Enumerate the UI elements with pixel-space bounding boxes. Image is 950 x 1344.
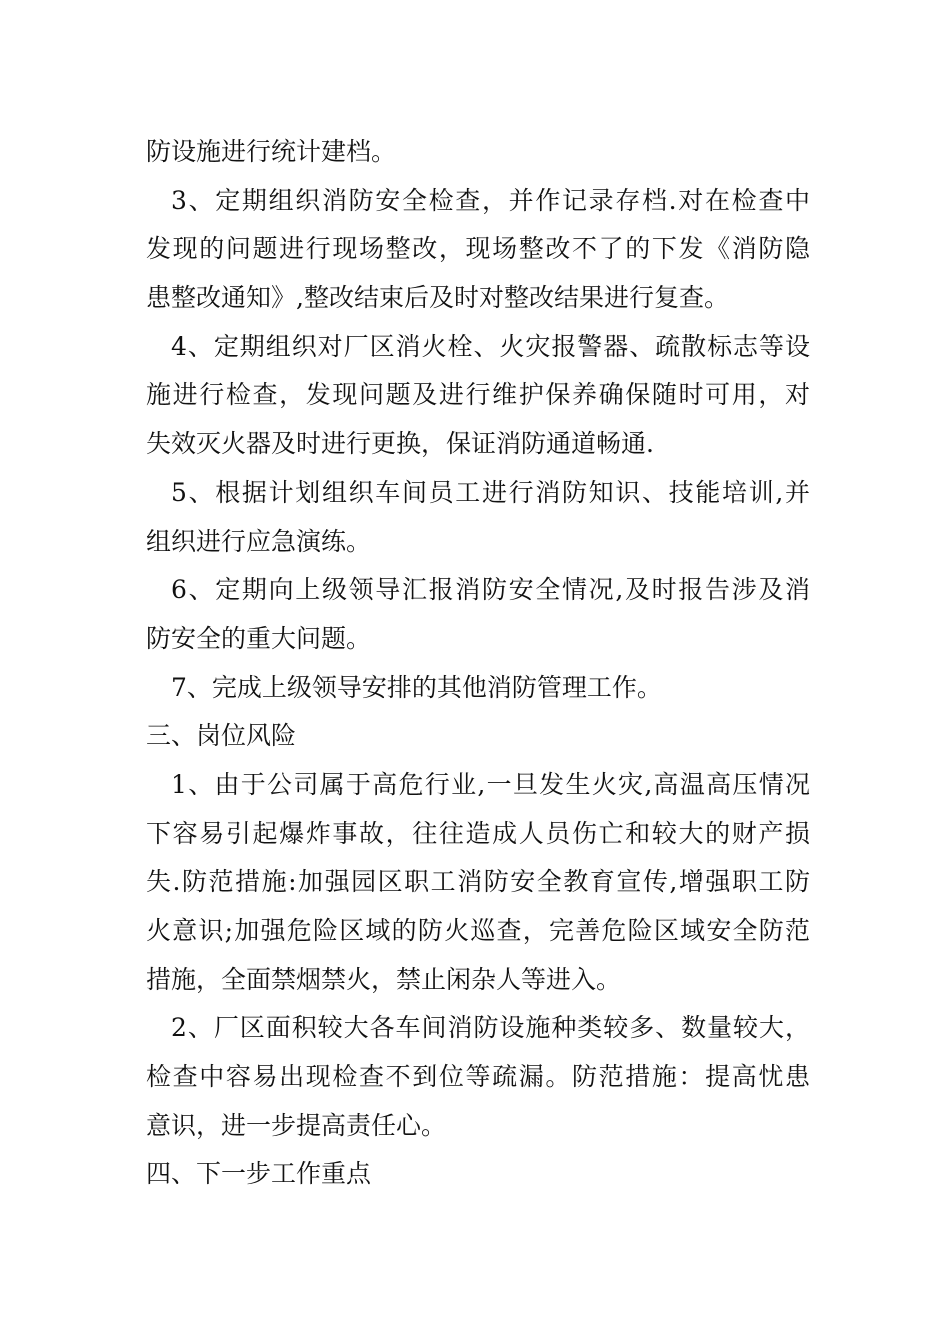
text-line: 组织进行应急演练。 [146, 526, 372, 556]
text-line: 下容易引起爆炸事故，往往造成人员伤亡和较大的财产损 [146, 818, 810, 848]
text-line: 4、定期组织对厂区消火栓、火灾报警器、疏散标志等设 [171, 331, 810, 361]
text-line: 7、完成上级领导安排的其他消防管理工作。 [171, 672, 662, 702]
document-body [146, 128, 810, 1199]
section-heading: 三、岗位风险 [146, 721, 297, 751]
text-line: 防安全的重大问题。 [146, 623, 372, 653]
text-line: 3、定期组织消防安全检查，并作记录存档.对在检查中 [171, 185, 810, 215]
text-line: 施进行检查，发现问题及进行维护保养确保随时可用，对 [146, 380, 810, 410]
text-line: 防设施进行统计建档。 [146, 137, 397, 166]
text-line: 措施，全面禁烟禁火，禁止闲杂人等进入。 [146, 964, 622, 994]
text-line: 发现的问题进行现场整改，现场整改不了的下发《消防隐 [146, 234, 810, 264]
section-heading: 四、下一步工作重点 [146, 1159, 372, 1189]
text-line: 患整改通知》,整改结束后及时对整改结果进行复查。 [146, 283, 729, 313]
text-line: 失.防范措施:加强园区职工消防安全教育宣传,增强职工防 [146, 867, 810, 897]
text-line: 失效灭火器及时进行更换，保证消防通道畅通. [146, 429, 654, 459]
text-line: 检查中容易出现检查不到位等疏漏。防范措施：提高忧患 [146, 1062, 810, 1092]
text-line: 火意识;加强危险区域的防火巡查，完善危险区域安全防范 [146, 916, 810, 945]
text-line: 意识，进一步提高责任心。 [146, 1110, 447, 1140]
text-line: 6、定期向上级领导汇报消防安全情况,及时报告涉及消 [171, 575, 810, 605]
text-line: 2、厂区面积较大各车间消防设施种类较多、数量较大， [171, 1013, 810, 1043]
text-line: 5、根据计划组织车间员工进行消防知识、技能培训,并 [171, 477, 810, 507]
text-line: 1、由于公司属于高危行业,一旦发生火灾,高温高压情况 [171, 769, 810, 799]
